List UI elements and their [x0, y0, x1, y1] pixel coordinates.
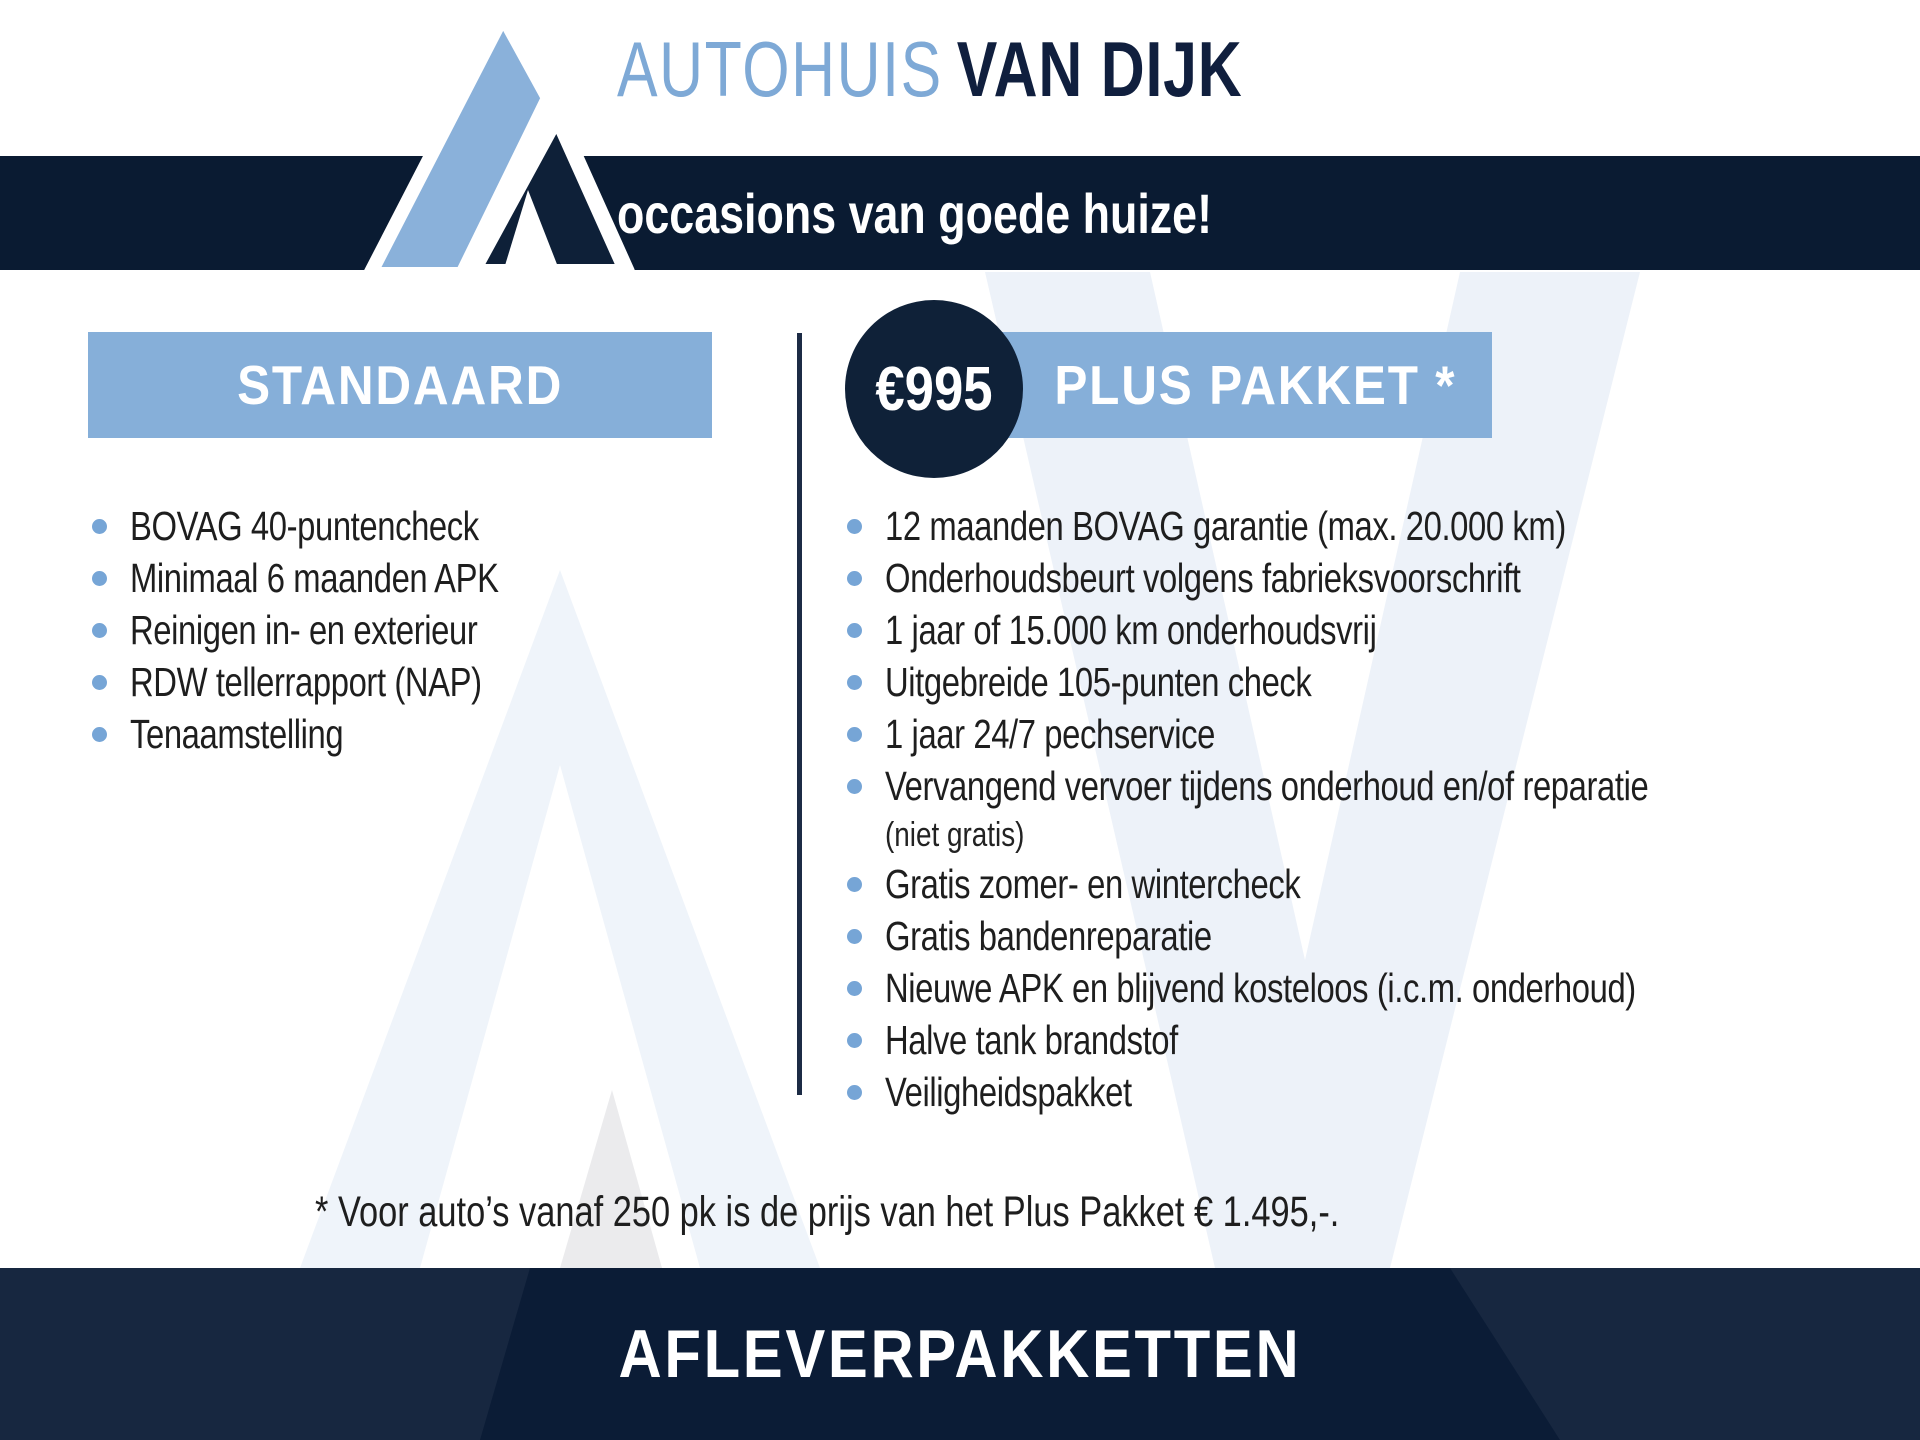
bullet-icon — [847, 779, 862, 794]
list-item-text: 1 jaar 24/7 pechservice — [885, 711, 1215, 757]
bullet-icon — [847, 1085, 862, 1100]
list-item-text: Nieuwe APK en blijvend kosteloos (i.c.m. onderhoud) — [885, 965, 1636, 1011]
list-item — [90, 500, 591, 552]
list-item-text: Gratis bandenreparatie — [885, 913, 1212, 959]
list-item — [90, 708, 591, 760]
bullet-icon — [847, 1033, 862, 1048]
bullet-icon — [847, 877, 862, 892]
list-item-text: RDW tellerrapport (NAP) — [130, 659, 482, 705]
bullet-icon — [847, 929, 862, 944]
list-item-text: Gratis zomer- en wintercheck — [885, 861, 1301, 907]
list-item — [845, 1014, 1839, 1066]
standaard-list — [90, 500, 591, 760]
bullet-icon — [847, 727, 862, 742]
list-item-text: 1 jaar of 15.000 km onderhoudsvrij — [885, 607, 1377, 653]
list-item — [845, 910, 1839, 962]
standaard-header — [88, 332, 712, 438]
bullet-icon — [847, 981, 862, 996]
brand-title — [617, 26, 1242, 112]
list-item-text: Minimaal 6 maanden APK — [130, 555, 499, 601]
footer-band — [0, 1268, 1920, 1440]
list-item-text: Onderhoudsbeurt volgens fabrieksvoorschrift — [885, 555, 1521, 601]
list-item — [845, 500, 1839, 552]
list-item — [845, 760, 1839, 858]
plus-pakket-list — [845, 500, 1839, 1118]
list-item — [90, 604, 591, 656]
list-item — [90, 552, 591, 604]
list-item-text: Veiligheidspakket — [885, 1069, 1132, 1115]
footnote: * Voor auto’s vanaf 250 pk is de prijs van het Plus Pakket € 1.495,-. — [315, 1188, 1340, 1236]
list-item-text: Tenaamstelling — [130, 711, 344, 757]
list-item-text: Uitgebreide 105-punten check — [885, 659, 1312, 705]
list-item — [845, 604, 1839, 656]
brand-name-light: AUTOHUIS — [617, 25, 943, 113]
list-item — [845, 708, 1839, 760]
bullet-icon — [847, 571, 862, 586]
plus-pakket-title: PLUS PAKKET * — [1053, 354, 1457, 416]
list-item-text: Halve tank brandstof — [885, 1017, 1178, 1063]
bullet-icon — [92, 675, 107, 690]
price-badge-value: €995 — [875, 354, 993, 424]
standaard-title: STANDAARD — [236, 354, 563, 416]
list-item-text: Vervangend vervoer tijdens onderhoud en/of reparatie — [885, 763, 1649, 809]
bullet-icon — [847, 519, 862, 534]
bullet-icon — [92, 727, 107, 742]
list-item — [90, 656, 591, 708]
list-item — [845, 552, 1839, 604]
bullet-icon — [92, 519, 107, 534]
list-item — [845, 656, 1839, 708]
column-divider — [797, 333, 802, 1095]
bullet-icon — [847, 623, 862, 638]
bullet-icon — [92, 623, 107, 638]
list-item-text: Reinigen in- en exterieur — [130, 607, 478, 653]
list-item-text: BOVAG 40-puntencheck — [130, 503, 479, 549]
price-badge — [845, 300, 1023, 478]
brand-name-bold: VAN DIJK — [956, 25, 1243, 113]
list-item — [845, 962, 1839, 1014]
list-item-note: (niet gratis) — [885, 816, 1025, 854]
bullet-icon — [847, 675, 862, 690]
list-item-text: 12 maanden BOVAG garantie (max. 20.000 km) — [885, 503, 1566, 549]
list-item — [845, 858, 1839, 910]
list-item — [845, 1066, 1839, 1118]
footer-banner-text: AFLEVERPAKKETTEN — [618, 1316, 1302, 1392]
brand-tagline: occasions van goede huize! — [617, 181, 1212, 245]
bullet-icon — [92, 571, 107, 586]
